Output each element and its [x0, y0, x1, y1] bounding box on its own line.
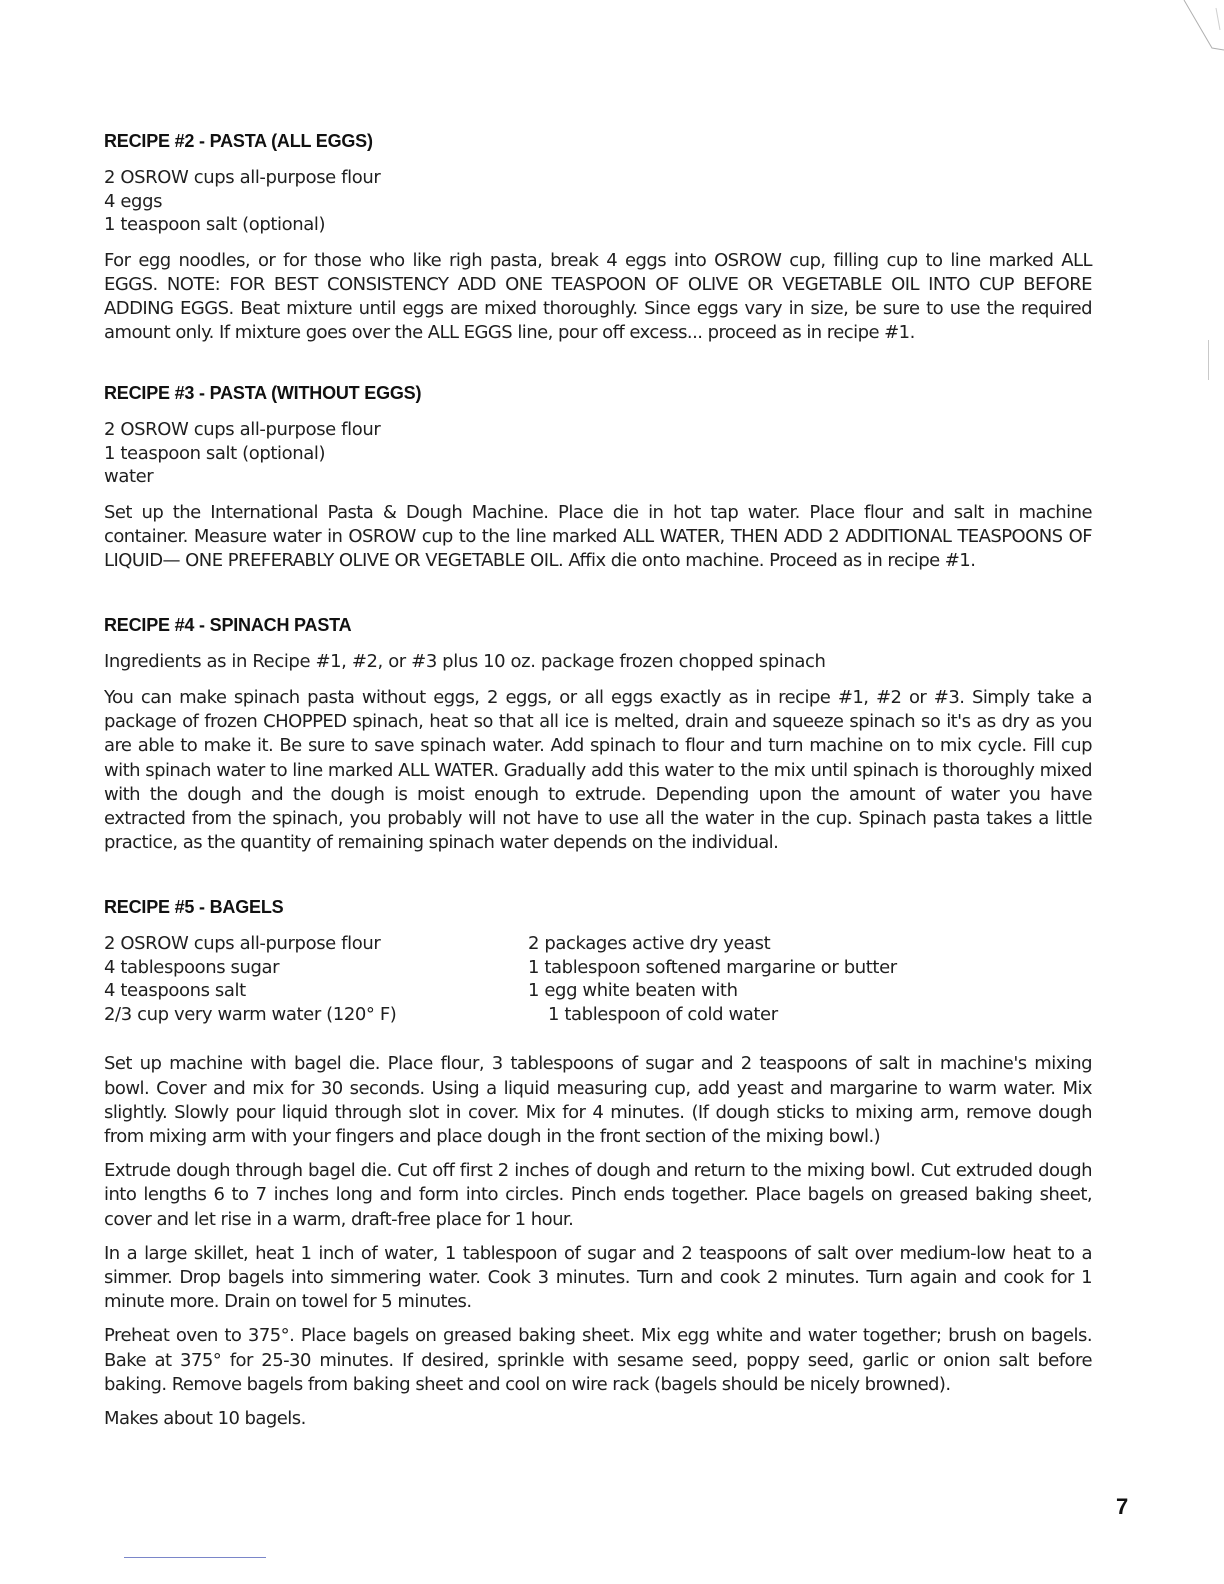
recipe-5-instructions: Extrude dough through bagel die. Cut off first 2 inches of dough and return to the mixing bowl. Cut extruded dough into lengths 6 to 7 inches long and form into circles. Pinch ends together. Place bagels on greased baking sheet, cover and let rise in a warm, draft-free place for 1 hour.: [104, 1160, 1092, 1230]
recipe-5-instructions: In a large skillet, heat 1 inch of water, 1 tablespoon of sugar and 2 teaspoons of salt over medium-low heat to a simmer. Drop bagels into simmering water. Cook 3 minutes. Turn and cook 2 minutes. Turn again and cook for 1 minute more. Drain on towel for 5 minutes.: [104, 1242, 1092, 1313]
recipe-3-instructions: Set up the International Pasta & Dough Machine. Place die in hot tap water. Place flour and salt in machine container. Measure water in OSROW cup to the line marked ALL WATER, THEN ADD 2 ADDITIONAL TEASPOONS OF LIQUID— ONE PREFERABLY OLIVE OR VEGETABLE OIL. Affix die onto machine. Proceed as in recipe #1.: [104, 501, 1092, 572]
recipe-2-ingredients: [104, 166, 1092, 237]
recipe-5-section: [104, 897, 1092, 1431]
recipe-5-ingredients: [104, 932, 1092, 1026]
ingredients-right-column: [528, 932, 948, 1026]
bottom-rule: [124, 1557, 266, 1558]
ingredient: water: [104, 466, 154, 488]
ingredient: 2 OSROW cups all-purpose flour: [104, 933, 381, 955]
ingredient: 1 teaspoon salt (optional): [104, 214, 326, 235]
page-number: 7: [1116, 1494, 1129, 1519]
ingredients-left-column: [104, 932, 528, 1026]
margin-mark: [1208, 340, 1209, 380]
ingredient: 4 eggs: [104, 190, 163, 212]
ingredient: 2/3 cup very warm water (120° F): [104, 1003, 397, 1025]
recipe-2-title: RECIPE #2 - PASTA (ALL EGGS): [104, 131, 373, 151]
ingredient: 1 teaspoon salt (optional): [104, 442, 326, 464]
page-corner-fold: [1154, 0, 1224, 70]
ingredient: 4 tablespoons sugar: [104, 956, 280, 978]
recipe-5-instructions: Set up machine with bagel die. Place flour, 3 tablespoons of sugar and 2 teaspoons of salt in machine's mixing bowl. Cover and mix for 30 seconds. Using a liquid measuring cup, add yeast and margarine to warm water. Mix slightly. Slowly pour liquid through slot in cover. Mix for 4 minutes. (If dough sticks to mixing arm, remove dough from mixing arm with your fingers and place dough in the front section of the mixing bowl.): [104, 1053, 1092, 1147]
recipe-5-title: RECIPE #5 - BAGELS: [104, 897, 284, 918]
recipe-3-ingredients: [104, 418, 1092, 489]
recipe-4-ingredients: [104, 650, 1092, 674]
ingredient: 1 egg white beaten with: [528, 980, 738, 1002]
recipe-4-instructions: You can make spinach pasta without eggs, 2 eggs, or all eggs exactly as in recipe #1, #2 or #3. Simply take a package of frozen CHOPPED spinach, heat so that all ice is melted, drain and squeeze spinach so it's as dry as you are able to make it. Be sure to save spinach water. Add spinach to flour and turn machine on to mix cycle. Fill cup with spinach water to line marked ALL WATER. Gradually add this water to the mix until spinach is thoroughly mixed with the dough and the dough is moist enough to extrude. Depending upon the amount of water you have extracted from the spinach, you probably will not have to use all the water in the cup. Spinach pasta takes a little practice, as the quantity of remaining spinach water depends on the individual.: [104, 686, 1092, 854]
recipe-2-instructions: For egg noodles, or for those who like righ pasta, break 4 eggs into OSROW cup, filling cup to line marked ALL EGGS. NOTE: FOR BEST CONSISTENCY ADD ONE TEASPOON OF OLIVE OR VEGETABLE OIL INTO CUP BEFORE ADDING EGGS. Beat mixture until eggs are mixed thoroughly. Since eggs vary in size, be sure to use the required amount only. If mixture goes over the ALL EGGS line, pour off excess... proceed as in recipe #1.: [104, 249, 1092, 344]
ingredient: 2 OSROW cups all-purpose flour: [104, 419, 381, 441]
ingredient: 1 tablespoon softened margarine or butter: [528, 956, 897, 978]
recipe-2-section: [104, 131, 1092, 345]
ingredient: 2 packages active dry yeast: [528, 933, 771, 955]
ingredient: 4 teaspoons salt: [104, 980, 246, 1002]
ingredient: Ingredients as in Recipe #1, #2, or #3 plus 10 oz. package frozen chopped spinach: [104, 651, 826, 673]
recipe-3-section: [104, 383, 1092, 573]
recipe-3-title: RECIPE #3 - PASTA (WITHOUT EGGS): [104, 383, 422, 404]
recipe-5-yield: Makes about 10 bagels.: [104, 1407, 306, 1429]
recipe-5-instructions: Preheat oven to 375°. Place bagels on greased baking sheet. Mix egg white and water together; brush on bagels. Bake at 375° for 25-30 minutes. If desired, sprinkle with sesame seed, poppy seed, garlic or onion salt before baking. Remove bagels from baking sheet and cool on wire rack (bagels should be nicely browned).: [104, 1325, 1092, 1395]
ingredient: 1 tablespoon of cold water: [548, 1003, 778, 1025]
ingredient: 2 OSROW cups all-purpose flour: [104, 167, 381, 188]
page-content: [104, 128, 1092, 1431]
recipe-4-section: [104, 615, 1092, 855]
recipe-4-title: RECIPE #4 - SPINACH PASTA: [104, 615, 352, 636]
